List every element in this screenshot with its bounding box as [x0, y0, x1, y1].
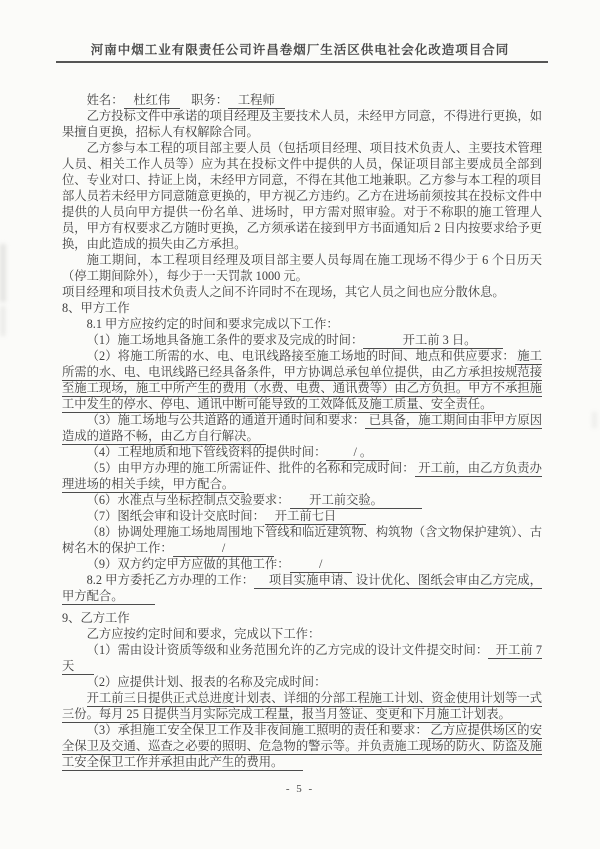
clause-label: （6）水准点与坐标控制点交验要求：: [86, 493, 290, 507]
clause-filled-value: 开工前交验。: [290, 493, 423, 509]
clause-label: 8.2 甲方委托乙方办理的工作：: [86, 573, 255, 587]
role-value-filled: 工程师: [228, 93, 285, 109]
clause-8-item-8: [62, 524, 542, 556]
scan-artifact: [1, 306, 5, 336]
clause-filled-value: 已具备，施工期间由非甲方原因造成的道路不畅，由乙方自行解决。: [62, 413, 542, 443]
clause-label: （2）将施工所需的水、电、电讯线路接至施工场地的时间、地点和供应要求：: [86, 349, 515, 363]
clause-filled-value: / 。: [326, 445, 389, 461]
para-project-team: 乙方参与本工程的项目部主要人员（包括项目经理、项目技术负责人、主要技术管理人员、相关工作人员等）应为其在投标文件中提供的人员，保证项目部主要成员全部到位、专业对口、持证上岗，未经甲方同意，不得在其他工地兼职。乙方参与本工程的项目部人员若未经甲方同意随意更换的，甲方视乙方违约。乙方在进场前须按其在投标文件中提供的人员向甲方提供一份名单、进场时，甲方需对照审验。对于不称职的施工管理人员，甲方有权要求乙方随时更换，乙方须承诺在接到甲方书面通知后 2 日内按要求给予更换，由此造成的损失由乙方承担。: [62, 141, 542, 251]
document-body: [62, 92, 542, 770]
section-9-heading: 9、乙方工作: [62, 611, 130, 625]
clause-filled-value: 开工前 7 天: [62, 643, 542, 673]
clause-filled-value: 开工前三日提供正式总进度计划表、详细的分部工程施工计划、资金使用计划等一式三份。每月 25 日提供当月实际完成工程量，报当月签证、变更和下月施工计划表。: [62, 691, 542, 721]
clause-8-item-4: [62, 444, 542, 460]
name-value-filled: 杜红伟: [124, 93, 181, 109]
role-label: 职务：: [191, 93, 229, 107]
clause-filled-value: /: [173, 541, 275, 557]
clause-8-item-6: [62, 492, 542, 508]
clause-8-item-1: [62, 332, 542, 348]
clause-filled-value: /: [290, 557, 352, 573]
clause-label: （3）施工场地与公共道路的通道开通时间和要求：: [86, 413, 366, 427]
clause-filled-value: 施工所需的水、电、电讯线路已经具备条件，甲方协调总承包单位提供，由乙方承担按规范接至施工现场，施工中所产生的费用（水费、电费、通讯费等）由乙方负担。甲方不承担施工中发生的停水、停电、通讯中断可能导致的工效降低及施工质量、安全责任。: [62, 349, 542, 411]
clause-9-item-1: [62, 642, 542, 674]
clause-8-item-3: [62, 412, 542, 444]
clause-8-2: [62, 572, 542, 604]
scan-artifact: [0, 244, 6, 302]
clause-8-item-7: [62, 508, 542, 524]
scan-artifact: [592, 412, 597, 428]
clause-9-item-2-label: （2）应提供计划、报表的名称及完成时间：: [86, 675, 327, 689]
clause-label: （7）图纸会审和设计交底时间：: [86, 509, 265, 523]
header-rule-line: [56, 61, 548, 63]
para-onsite-requirement: 施工期间，本工程项目经理及项目部主要人员每周在施工现场不得少于 6 个日历天（停工期间除外），每少于一天罚款 1000 元。: [62, 253, 542, 283]
clause-label: （1）施工场地具备施工条件的要求及完成的时间：: [86, 333, 364, 347]
clause-filled-value: 开工前，由乙方负责办理进场的相关手续，甲方配合。: [62, 461, 542, 491]
section-9-intro: 乙方应按约定时间和要求，完成以下工作：: [86, 627, 321, 641]
name-role-line: [62, 92, 542, 108]
clause-filled-value: 乙方应提供场区的安全保卫及交通、巡查之必要的照明、危急物的警示等。并负责施工现场的防火、防盗及施工安全保卫工作并承担由此产生的费用。: [62, 723, 542, 769]
clause-9-item-3: [62, 722, 542, 770]
clause-9-item-2-value: [62, 690, 542, 722]
clause-label: （4）工程地质和地下管线资料的提供时间：: [86, 445, 327, 459]
document-header-title: 河南中烟工业有限责任公司许昌卷烟厂生活区供电社会化改造项目合同: [90, 43, 510, 57]
clause-filled-value: 开工前 3 日。: [363, 333, 503, 349]
clause-filled-value: 开工前七日: [265, 509, 366, 525]
clause-8-item-5: [62, 460, 542, 492]
clause-filled-value: 项目实施申请、设计优化、图纸会审由乙方完成，甲方配合。: [62, 573, 542, 603]
page-number: - 5 -: [285, 783, 315, 795]
section-8-heading: 8、甲方工作: [62, 301, 130, 315]
section-8-intro: 8.1 甲方应按约定的时间和要求完成以下工作：: [86, 317, 339, 331]
clause-label: （9）双方约定甲方应做的其他工作：: [86, 557, 290, 571]
para-personnel-replacement: 乙方投标文件中承诺的项目经理及主要技术人员，未经甲方同意，不得进行更换，如果擅自更换，招标人有权解除合同。: [62, 109, 542, 139]
clause-8-item-2: [62, 348, 542, 412]
name-label: 姓名：: [86, 93, 124, 107]
clause-label: （3）承担施工安全保卫工作及非夜间施工照明的责任和要求：: [86, 723, 428, 737]
clause-label: （1）需由设计资质等级和业务范围允许的乙方完成的设计文件提交时间：: [86, 643, 489, 657]
clause-8-item-9: [62, 556, 542, 572]
clause-label: （5）由甲方办理的施工所需证件、批件的名称和完成时间：: [86, 461, 415, 475]
clause-label: （8）协调处理施工场地周围地下管线和临近建筑物、构筑物（含文物保护建筑）、古树名木的保护工作：: [62, 525, 542, 555]
para-rest-rule: 项目经理和项目技术负责人之间不许同时不在现场，其它人员之间也应分散休息。: [62, 285, 505, 299]
